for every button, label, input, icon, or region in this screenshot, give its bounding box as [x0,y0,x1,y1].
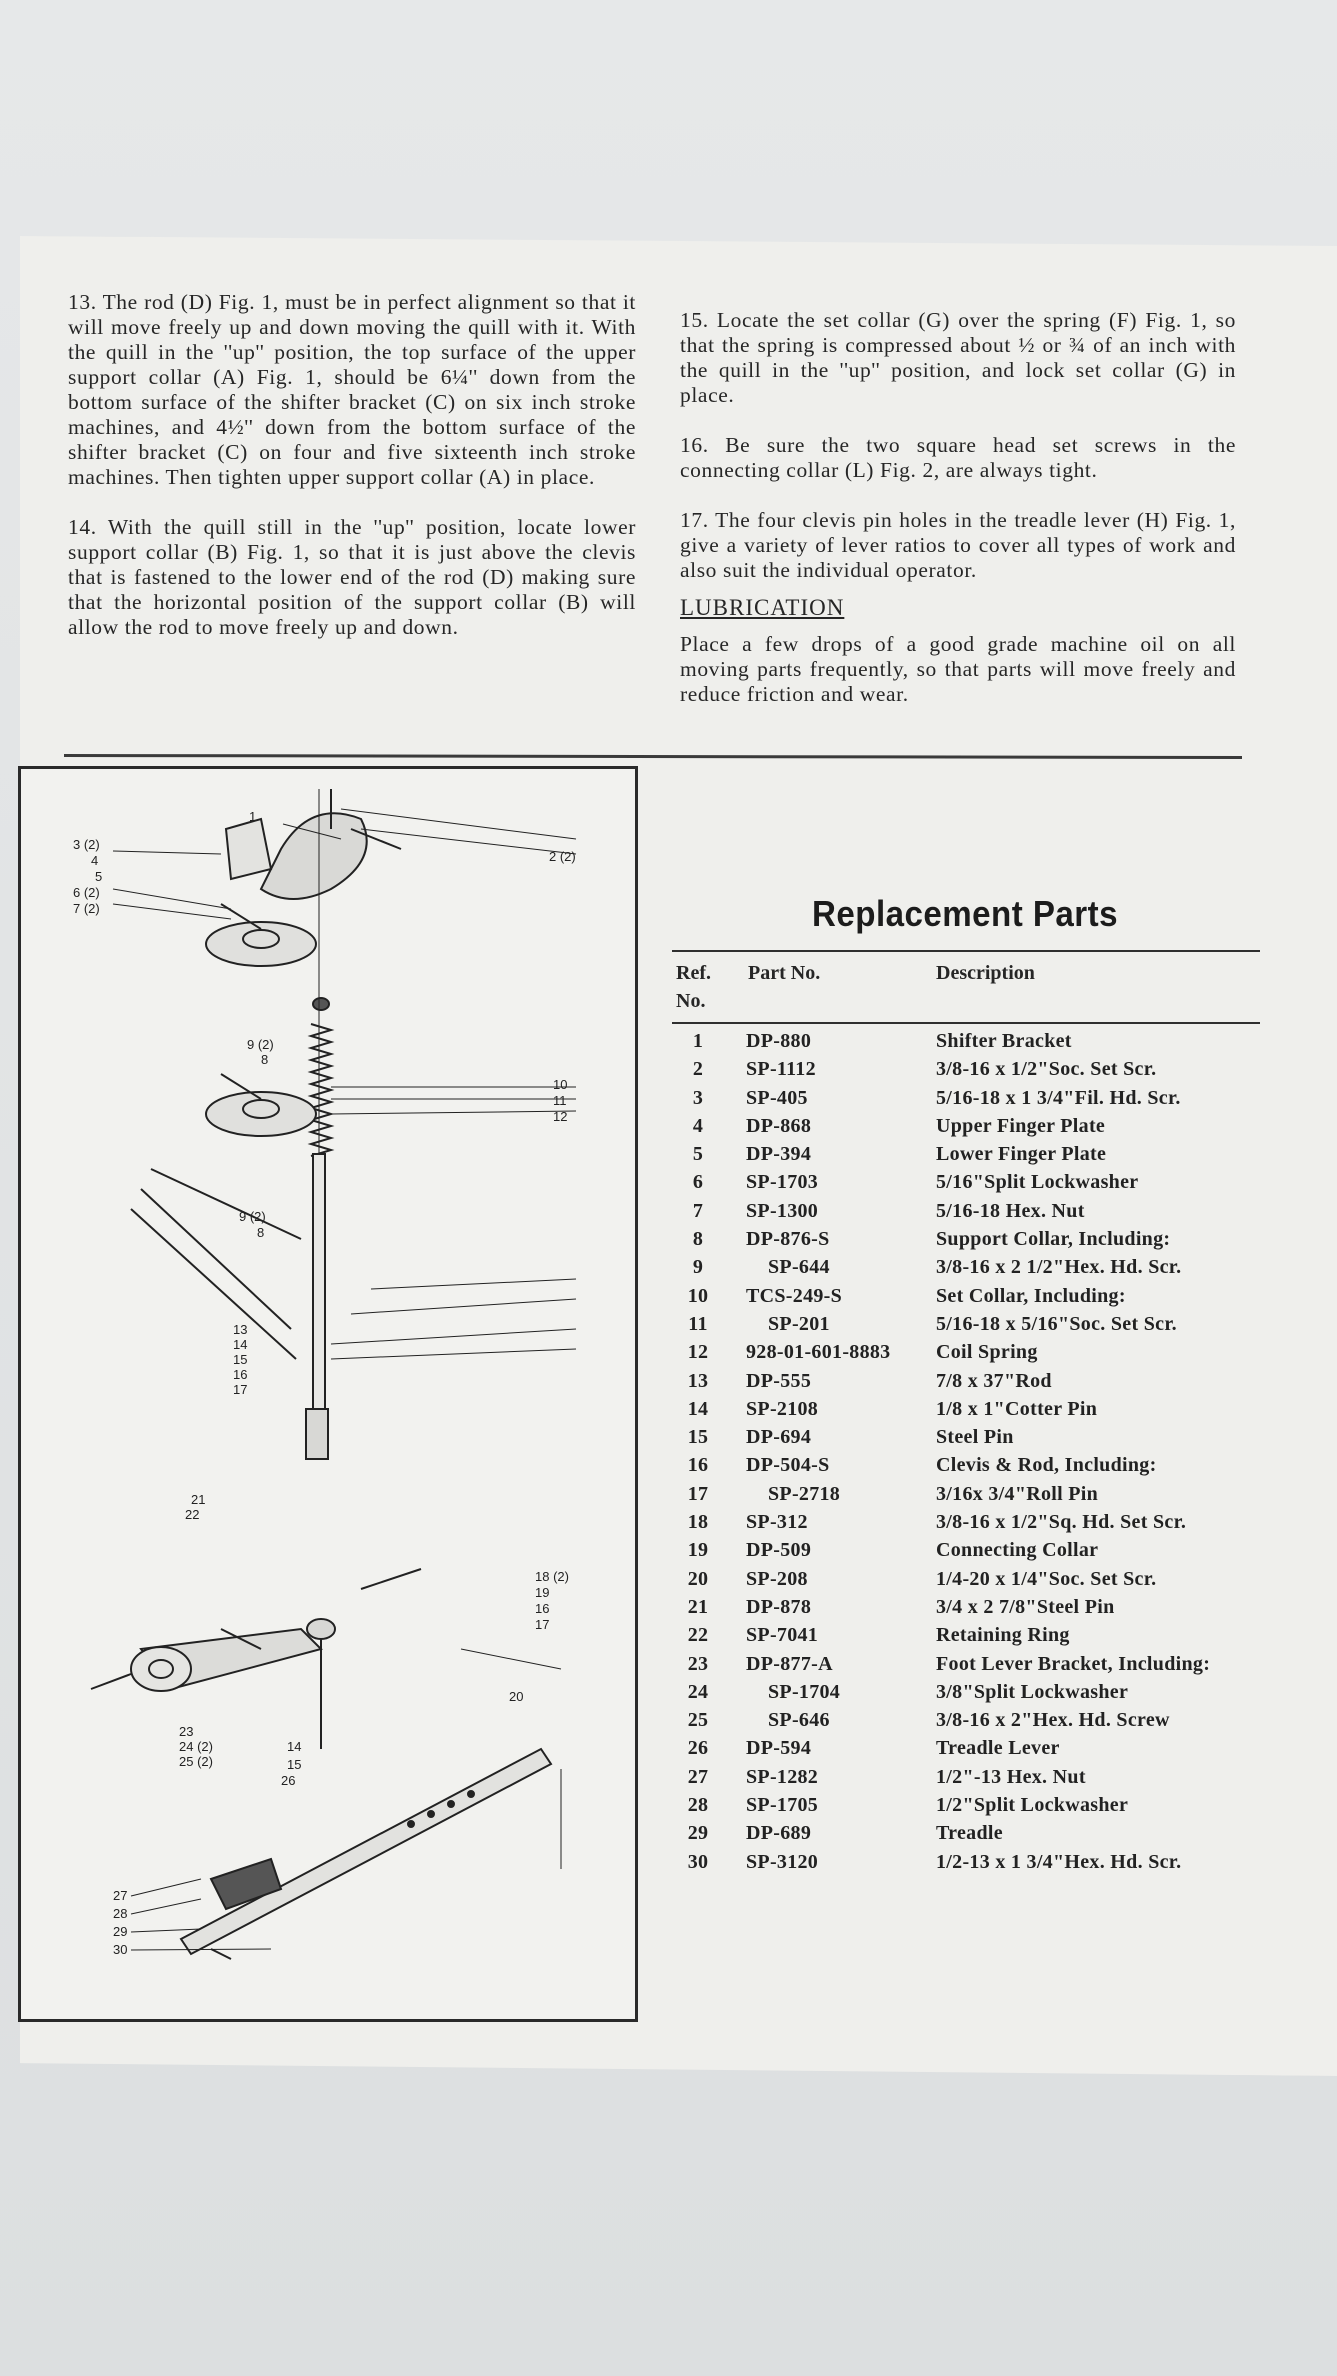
part-number: DP-877-A [746,1652,833,1675]
part-number: SP-2718 [768,1482,841,1505]
part-ref: 16 [687,1454,709,1477]
callout-26: 26 [281,1773,296,1788]
parts-title: Replacement Parts [812,893,1119,934]
instruction-14: 14. With the quill still in the ''up'' position, locate lower support collar (B) Fig. 1, so that it is just above the clevis that is fastened to the lower end of the rod (D) making sure that the horizontal position of the support collar (B) will allow the rod to move freely up and down. [68,515,636,639]
part-description: 1/4-20 x 1/4"Soc. Set Scr. [936,1567,1157,1590]
callout-20: 20 [509,1689,524,1704]
part-number: SP-405 [746,1086,808,1109]
callout-14b: 14 [287,1739,302,1754]
callout-12: 12 [553,1109,568,1124]
part-number: SP-2108 [746,1397,819,1420]
part-number: DP-689 [746,1822,812,1845]
part-number: SP-1705 [746,1794,819,1817]
part-description: Treadle [936,1822,1003,1845]
part-description: 5/16-18 Hex. Nut [936,1199,1085,1222]
part-description: 7/8 x 37"Rod [936,1369,1052,1392]
instructions-left-column [68,290,636,665]
part-number: SP-3120 [746,1850,819,1873]
col-header-ref: Ref. [676,962,711,984]
parts-table [672,1030,1252,1879]
part-ref: 24 [687,1680,709,1703]
part-number: DP-504-S [746,1454,830,1477]
part-number: SP-208 [746,1567,808,1590]
part-description: Clevis & Rod, Including: [936,1454,1157,1477]
part-number: DP-876-S [746,1228,830,1251]
callout-9b: 9 (2) [239,1209,266,1224]
callout-6: 6 (2) [73,885,100,900]
part-number: SP-1703 [746,1171,819,1194]
callout-5: 5 [95,869,103,884]
table-row [672,1709,1252,1737]
table-row [672,1794,1252,1822]
table-row [672,1087,1252,1115]
part-description: 1/8 x 1"Cotter Pin [936,1397,1098,1420]
col-header-part: Part No. [748,962,821,984]
lubrication-text: Place a few drops of a good grade machine oil on all moving parts frequently, so that parts will move freely and reduce friction and wear. [680,632,1236,706]
table-row [672,1568,1252,1596]
callout-7: 7 (2) [73,901,100,916]
callout-17: 17 [233,1382,248,1397]
part-number: DP-394 [746,1143,812,1166]
table-row [672,1822,1252,1850]
part-ref: 23 [687,1652,709,1675]
callout-8a: 8 [261,1052,269,1067]
instructions-right-column [680,308,1236,732]
col-header-desc: Description [936,962,1035,984]
part-ref: 29 [687,1822,709,1845]
callout-10: 10 [553,1077,568,1092]
part-description: 3/8"Split Lockwasher [936,1680,1129,1703]
table-row [672,1171,1252,1199]
part-ref: 17 [687,1482,709,1505]
part-ref: 25 [687,1709,709,1732]
callout-14: 14 [233,1337,248,1352]
part-number: SP-312 [746,1511,808,1534]
part-ref: 22 [687,1624,709,1647]
table-row [672,1313,1252,1341]
callout-21: 21 [191,1492,206,1507]
part-description: 3/8-16 x 1/2"Soc. Set Scr. [936,1058,1157,1081]
part-ref: 10 [687,1284,709,1307]
lubrication-heading: LUBRICATION [680,595,845,620]
table-row [672,1624,1252,1652]
part-description: Steel Pin [936,1426,1014,1449]
part-ref: 19 [687,1539,709,1562]
part-ref: 7 [692,1199,704,1222]
table-row [672,1256,1252,1284]
callout-16: 16 [233,1367,248,1382]
part-description: 1/2"Split Lockwasher [936,1794,1129,1817]
part-description: 3/16x 3/4"Roll Pin [936,1482,1099,1505]
table-row [672,1398,1252,1426]
part-ref: 15 [687,1426,709,1449]
table-row [672,1483,1252,1511]
instruction-17: 17. The four clevis pin holes in the treadle lever (H) Fig. 1, give a variety of lever ratios to cover all types of work and also suit the individual operator. [680,508,1236,582]
part-number: SP-1112 [746,1058,816,1081]
table-row [672,1341,1252,1369]
part-description: 3/8-16 x 1/2"Sq. Hd. Set Scr. [936,1511,1187,1534]
part-description: 3/8-16 x 2"Hex. Hd. Screw [936,1709,1170,1732]
callout-25: 25 (2) [179,1754,213,1769]
callout-8b: 8 [257,1225,265,1240]
instruction-16: 16. Be sure the two square head set screws in the connecting collar (L) Fig. 2, are always tight. [680,433,1236,482]
callout-13: 13 [233,1322,248,1337]
callout-4: 4 [91,853,99,868]
callout-28: 28 [113,1906,128,1921]
part-number: 928-01-601-8883 [746,1341,891,1364]
instruction-13: 13. The rod (D) Fig. 1, must be in perfect alignment so that it will move freely up and down moving the quill with it. With the quill in the ''up'' position, the top surface of the upper support collar (A) Fig. 1, should be 6¼'' down from the bottom surface of the shifter bracket (C) on six inch stroke machines, and 4½'' down from the bottom surface of the shifter bracket (C) on four and five sixteenth inch stroke machines. Then tighten upper support collar (A) in place. [68,290,636,489]
part-description: Treadle Lever [936,1737,1060,1760]
part-description: 5/16"Split Lockwasher [936,1171,1139,1194]
part-ref: 6 [692,1171,704,1194]
part-ref: 2 [692,1058,704,1081]
part-ref: 30 [687,1850,709,1873]
table-row [672,1285,1252,1313]
part-description: 3/4 x 2 7/8"Steel Pin [936,1595,1115,1618]
table-row [672,1596,1252,1624]
part-ref: 5 [692,1143,704,1166]
part-ref: 14 [687,1397,709,1420]
part-description: Connecting Collar [936,1539,1099,1562]
part-ref: 12 [687,1341,709,1364]
part-number: SP-7041 [746,1624,819,1647]
part-description: Shifter Bracket [936,1030,1072,1052]
callout-15b: 15 [287,1757,302,1772]
callout-17b: 17 [535,1617,550,1632]
table-row [672,1653,1252,1681]
part-ref: 9 [692,1256,704,1279]
part-ref: 26 [687,1737,709,1760]
part-ref: 8 [692,1228,704,1251]
table-row [672,1370,1252,1398]
table-row [672,1737,1252,1765]
part-number: SP-1704 [768,1680,841,1703]
table-row [672,1539,1252,1567]
part-number: DP-509 [746,1539,812,1562]
callout-9a: 9 (2) [247,1037,274,1052]
part-ref: 3 [692,1086,704,1109]
part-ref: 20 [687,1567,709,1590]
part-number: SP-644 [768,1256,830,1279]
part-description: Retaining Ring [936,1624,1070,1647]
table-row [672,1681,1252,1709]
part-description: Set Collar, Including: [936,1284,1126,1307]
callout-27: 27 [113,1888,128,1903]
part-number: SP-201 [768,1312,830,1335]
part-description: 3/8-16 x 2 1/2"Hex. Hd. Scr. [936,1256,1182,1279]
part-ref: 11 [688,1312,708,1335]
callout-1: 1 [249,809,257,824]
part-description: 5/16-18 x 1 3/4"Fil. Hd. Scr. [936,1086,1181,1109]
part-number: SP-1300 [746,1199,819,1222]
callout-15: 15 [233,1352,248,1367]
part-description: Lower Finger Plate [936,1143,1107,1166]
part-number: DP-880 [746,1030,812,1052]
part-description: 1/2"-13 Hex. Nut [936,1765,1086,1788]
callout-29: 29 [113,1924,128,1939]
callout-23: 23 [179,1724,194,1739]
table-row [672,1228,1252,1256]
parts-title-rule [672,950,1260,952]
part-number: SP-646 [768,1709,830,1732]
table-row [672,1115,1252,1143]
part-number: DP-555 [746,1369,812,1392]
part-number: TCS-249-S [746,1284,843,1307]
callout-22: 22 [185,1507,200,1522]
table-row [672,1058,1252,1086]
part-ref: 1 [692,1030,704,1052]
part-number: DP-694 [746,1426,812,1449]
part-description: Support Collar, Including: [936,1228,1171,1251]
callout-24: 24 (2) [179,1739,213,1754]
part-description: Coil Spring [936,1341,1038,1364]
part-description: 5/16-18 x 5/16"Soc. Set Scr. [936,1312,1177,1335]
table-row [672,1426,1252,1454]
table-row [672,1851,1252,1879]
callout-18: 18 (2) [535,1569,569,1584]
table-row [672,1143,1252,1171]
part-number: DP-594 [746,1737,812,1760]
part-description: 1/2-13 x 1 3/4"Hex. Hd. Scr. [936,1850,1182,1873]
callout-19: 19 [535,1585,550,1600]
part-ref: 4 [692,1114,704,1137]
callout-3: 3 (2) [73,837,100,852]
parts-drawing [21,769,635,2019]
instruction-15: 15. Locate the set collar (G) over the spring (F) Fig. 1, so that the spring is compressed about ½ or ¾ of an inch with the quill in the ''up'' position, and lock set collar (G) in place. [680,308,1236,407]
callout-2: 2 (2) [549,849,576,864]
exploded-parts-diagram [18,766,638,2022]
table-row [672,1454,1252,1482]
part-ref: 27 [687,1765,709,1788]
part-number: DP-878 [746,1595,812,1618]
part-number: DP-868 [746,1114,812,1137]
table-row [672,1511,1252,1539]
table-row [672,1030,1252,1058]
part-ref: 21 [687,1595,709,1618]
part-ref: 18 [687,1511,709,1534]
table-row [672,1766,1252,1794]
callout-11: 11 [553,1093,567,1108]
part-description: Upper Finger Plate [936,1114,1106,1137]
callout-16b: 16 [535,1601,550,1616]
part-ref: 13 [687,1369,709,1392]
table-row [672,1200,1252,1228]
parts-header-rule [672,1022,1260,1024]
callout-30: 30 [113,1942,128,1957]
part-description: Foot Lever Bracket, Including: [936,1652,1211,1675]
part-ref: 28 [687,1794,709,1817]
part-number: SP-1282 [746,1765,819,1788]
col-header-ref-no: No. [676,990,706,1012]
